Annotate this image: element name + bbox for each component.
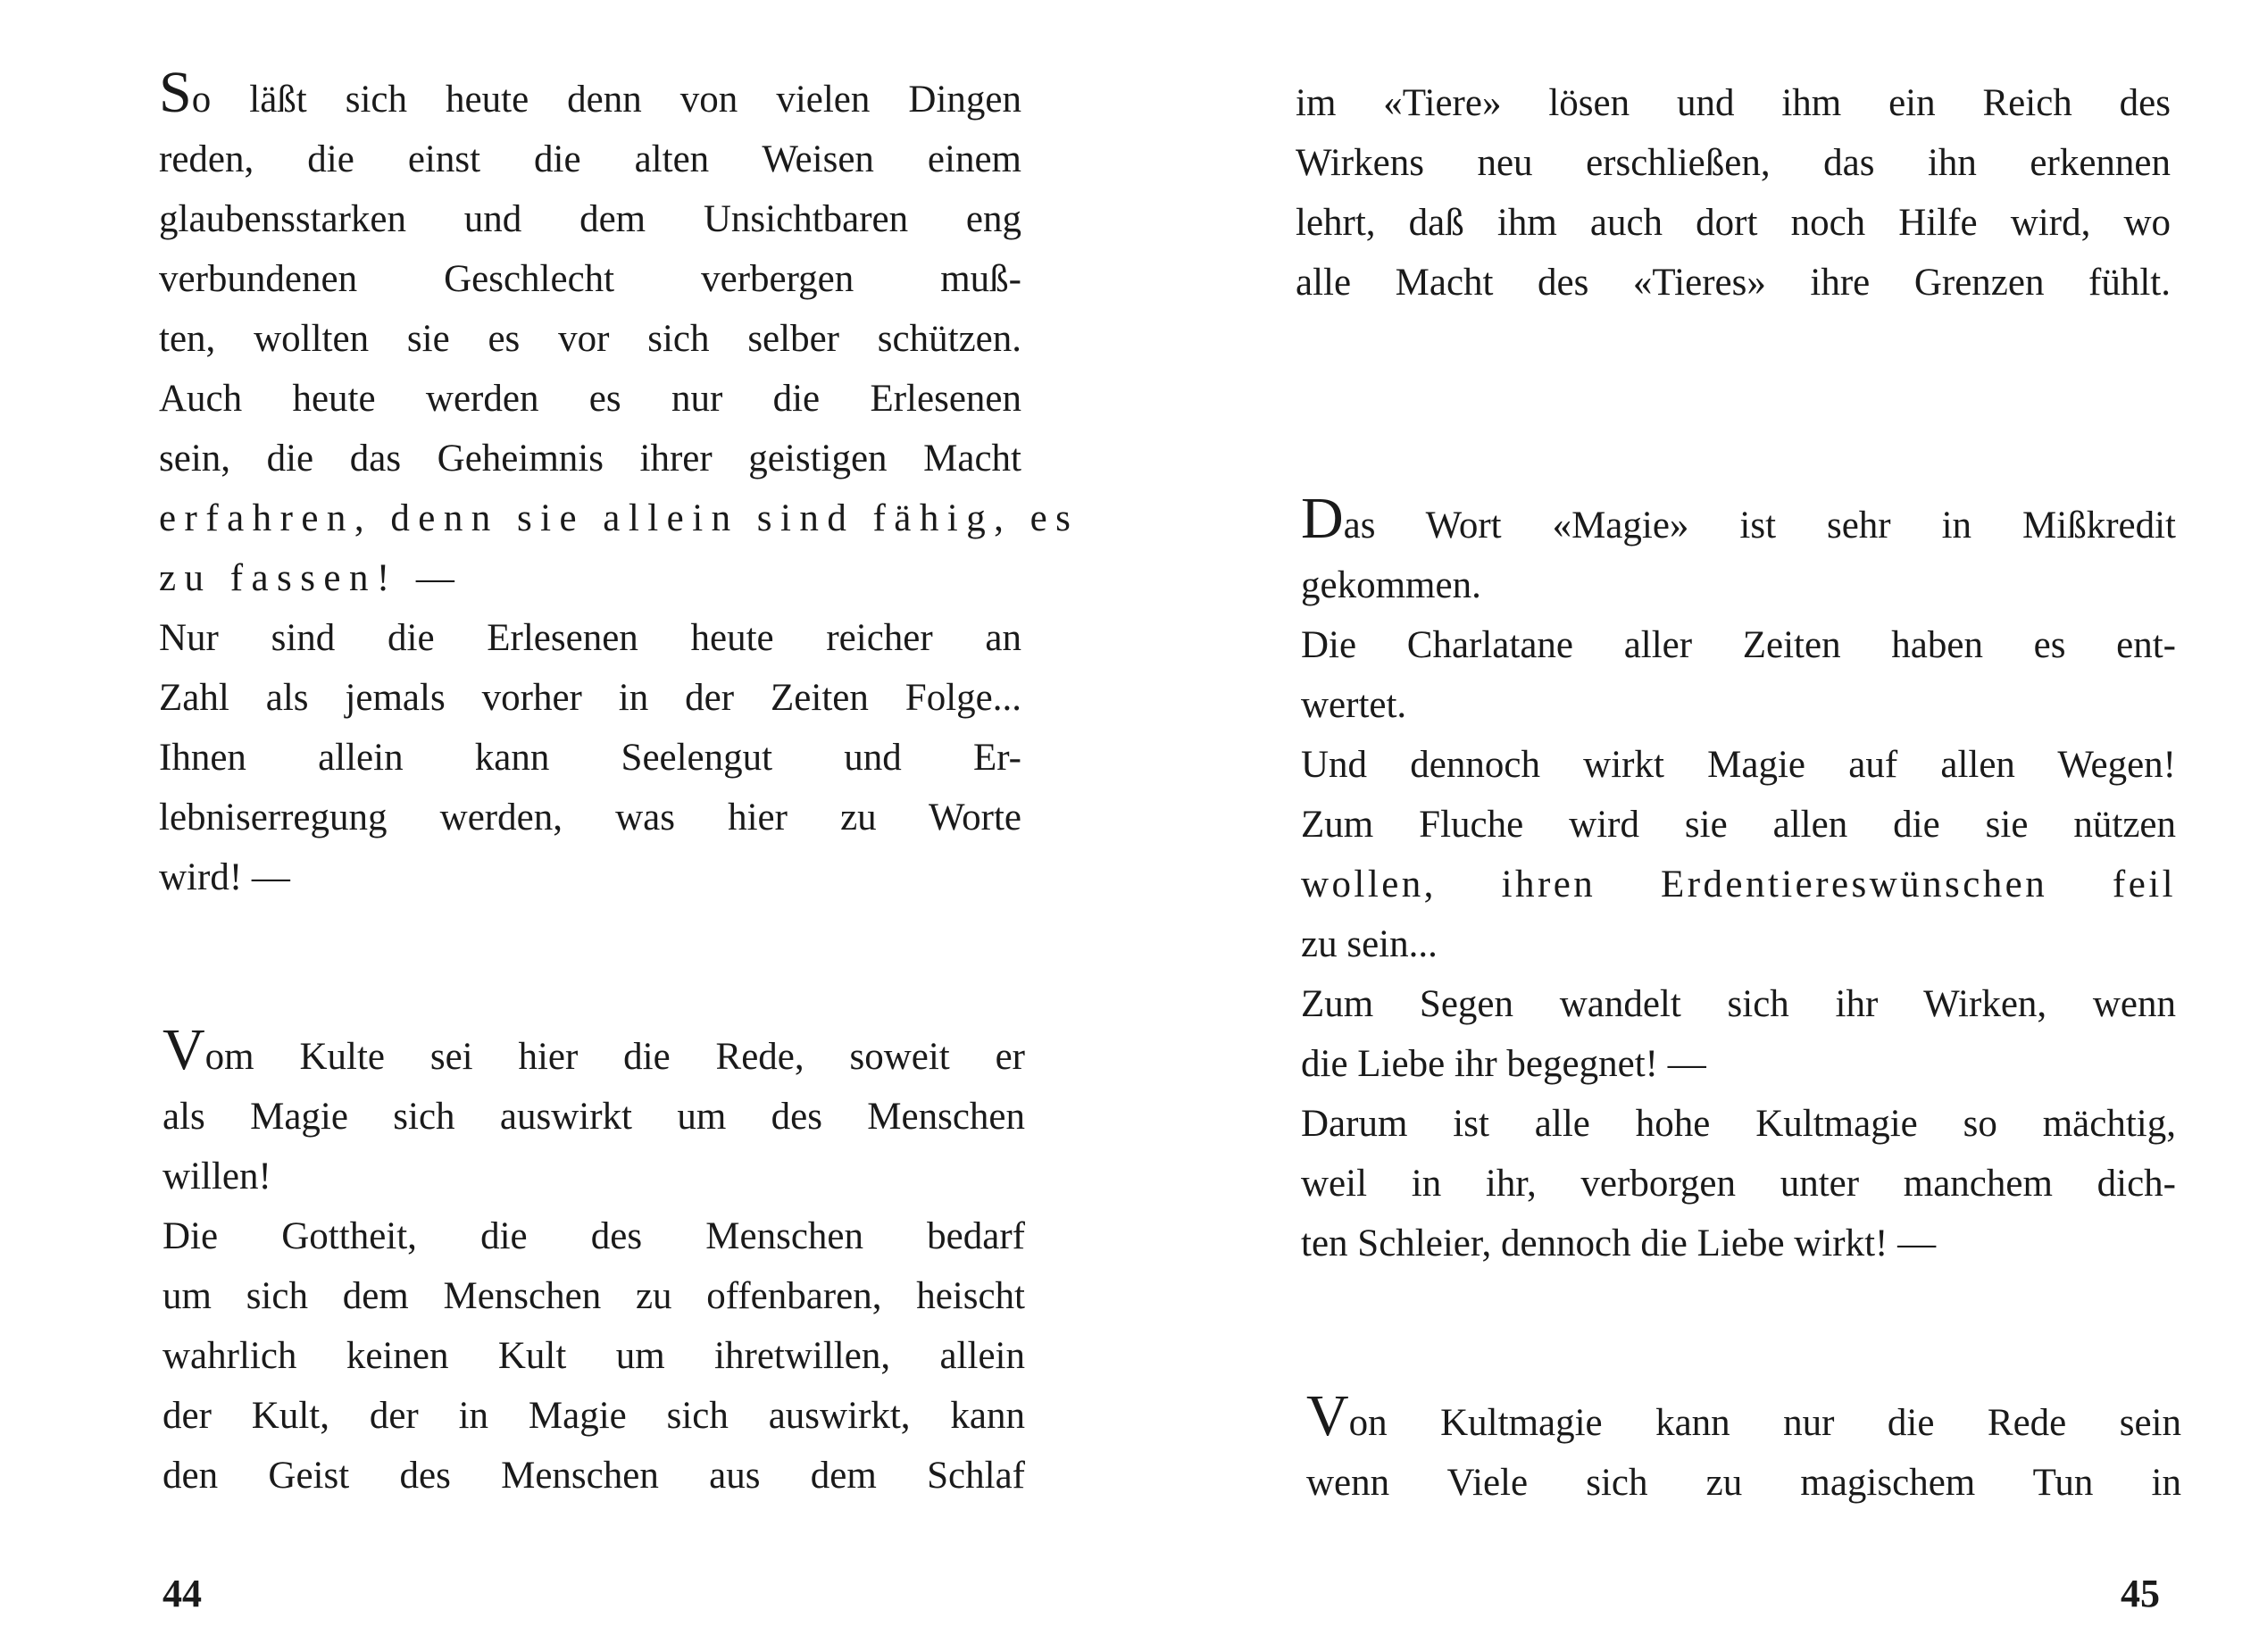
text-line: Nur sind die Erlesenen heute reicher an [159, 617, 1021, 659]
text-line: um sich dem Menschen zu offenbaren, heischt [163, 1275, 1025, 1317]
text-line: Das Wort «Magie» ist sehr in Mißkredit [1301, 486, 2176, 551]
text-line: Die Gottheit, die des Menschen bedarf [163, 1215, 1025, 1257]
text-line: Auch heute werden es nur die Erlesenen [159, 378, 1021, 420]
text-line: alle Macht des «Tieres» ihre Grenzen fühlt. [1296, 262, 2171, 304]
text-line: ten Schleier, dennoch die Liebe wirkt! — [1301, 1222, 1937, 1264]
text-line: der Kult, der in Magie sich auswirkt, kann [163, 1395, 1025, 1437]
text-line: wird! — [159, 856, 290, 898]
text-line: wertet. [1301, 684, 1407, 726]
text-line: verbundenen Geschlecht verbergen muß- [159, 258, 1021, 300]
right-page [1130, 0, 2259, 1652]
text-line: Zum Segen wandelt sich ihr Wirken, wenn [1301, 983, 2176, 1025]
initial-capital: S [159, 60, 192, 125]
page-number: 44 [163, 1572, 202, 1615]
text-line: Vom Kulte sei hier die Rede, soweit er [163, 1017, 1025, 1082]
text-line: Die Charlatane aller Zeiten haben es ent- [1301, 624, 2176, 666]
text-line: Und dennoch wirkt Magie auf allen Wegen! [1301, 744, 2176, 786]
initial-capital: V [1306, 1383, 1349, 1448]
text-line: gekommen. [1301, 564, 1481, 606]
text-line: willen! [163, 1156, 271, 1197]
text-line: wenn Viele sich zu magischem Tun in [1306, 1462, 2181, 1504]
text-line: lebniserregung werden, was hier zu Worte [159, 797, 1021, 839]
text-line: als Magie sich auswirkt um des Menschen [163, 1096, 1025, 1138]
text-line: Darum ist alle hohe Kultmagie so mächtig, [1301, 1103, 2176, 1145]
text-line: So läßt sich heute denn von vielen Dingen [159, 60, 1021, 125]
text-line: im «Tiere» lösen und ihm ein Reich des [1296, 82, 2171, 124]
text-line: den Geist des Menschen aus dem Schlaf [163, 1455, 1025, 1497]
initial-capital: D [1301, 486, 1344, 551]
text-line: sein, die das Geheimnis ihrer geistigen Macht [159, 438, 1021, 480]
text-line: erfahren, denn sie allein sind fähig, es [159, 497, 1079, 539]
text-line: zu sein... [1301, 923, 1438, 965]
text-line: Wirkens neu erschließen, das ihn erkennen [1296, 142, 2171, 184]
text-line: wahrlich keinen Kult um ihretwillen, allein [163, 1335, 1025, 1377]
text-line: zu fassen! — [159, 557, 463, 599]
text-line: weil in ihr, verborgen unter manchem dich- [1301, 1163, 2176, 1205]
initial-capital: V [163, 1017, 205, 1082]
text-line: Ihnen allein kann Seelengut und Er- [159, 737, 1021, 779]
text-line: die Liebe ihr begegnet! — [1301, 1043, 1706, 1085]
text-line: Zum Fluche wird sie allen die sie nützen [1301, 804, 2176, 846]
text-line: Zahl als jemals vorher in der Zeiten Folge... [159, 677, 1021, 719]
page-number: 45 [2121, 1572, 2160, 1615]
text-line: Von Kultmagie kann nur die Rede sein [1306, 1383, 2181, 1448]
text-line: ten, wollten sie es vor sich selber schützen. [159, 318, 1021, 360]
text-line: reden, die einst die alten Weisen einem [159, 138, 1021, 180]
text-line: glaubensstarken und dem Unsichtbaren eng [159, 198, 1021, 240]
text-line: lehrt, daß ihm auch dort noch Hilfe wird, wo [1296, 202, 2171, 244]
text-line: wollen, ihren Erdentiereswünschen feil [1301, 864, 2176, 905]
